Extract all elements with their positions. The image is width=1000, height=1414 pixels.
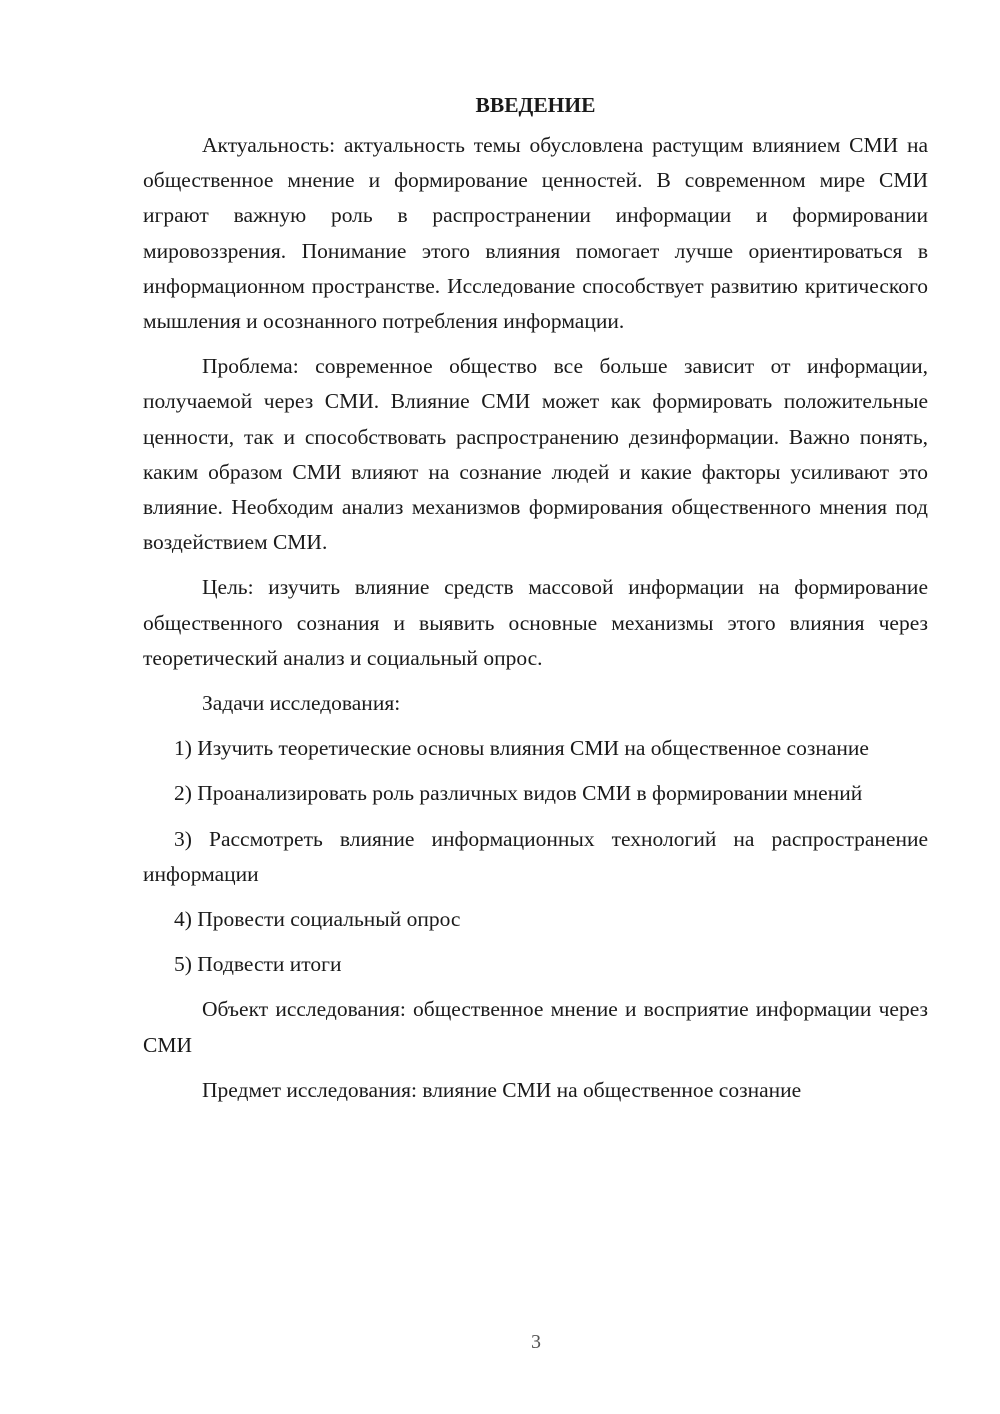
task-item-5: 5) Подвести итоги bbox=[174, 952, 342, 977]
paragraph-object: Объект исследования: общественное мнение и восприятие информации через СМИ bbox=[143, 997, 928, 1057]
paragraph-problem: Проблема: современное общество все больше зависит от информации, получаемой через СМИ. Влияние СМИ может как формировать положительные ценности, так и способствовать распространению дезинформации. Важно понять, каким образом СМИ влияют на сознание людей и какие факторы усиливают это влияние. Необходим анализ механизмов формирования общественного мнения под воздействием СМИ. bbox=[143, 354, 928, 555]
section-title: ВВЕДЕНИЕ bbox=[475, 93, 596, 117]
task-item-1: 1) Изучить теоретические основы влияния СМИ на общественное сознание bbox=[174, 736, 869, 761]
paragraph-relevance: Актуальность: актуальность темы обусловлена растущим влиянием СМИ на общественное мнение и формирование ценностей. В современном мире СМИ играют важную роль в распространении информации и формировании мировоззрения. Понимание этого влияния помогает лучше ориентироваться в информационном пространстве. Исследование способствует развитию критического мышления и осознанного потребления информации. bbox=[143, 133, 928, 334]
paragraph-tasks-heading: Задачи исследования: bbox=[202, 691, 401, 716]
paragraph-subject: Предмет исследования: влияние СМИ на общественное сознание bbox=[202, 1077, 802, 1102]
paragraph-goal: Цель: изучить влияние средств массовой информации на формирование общественного сознания и выявить основные механизмы этого влияния через теоретический анализ и социальный опрос. bbox=[143, 575, 928, 670]
task-item-2: 2) Проанализировать роль различных видов СМИ в формировании мнений bbox=[174, 781, 863, 806]
page-number: 3 bbox=[531, 1331, 541, 1353]
task-item-3: 3) Рассмотреть влияние информационных технологий на распространение информации bbox=[143, 826, 928, 886]
task-item-4: 4) Провести социальный опрос bbox=[174, 907, 461, 932]
document-page bbox=[143, 88, 928, 1108]
